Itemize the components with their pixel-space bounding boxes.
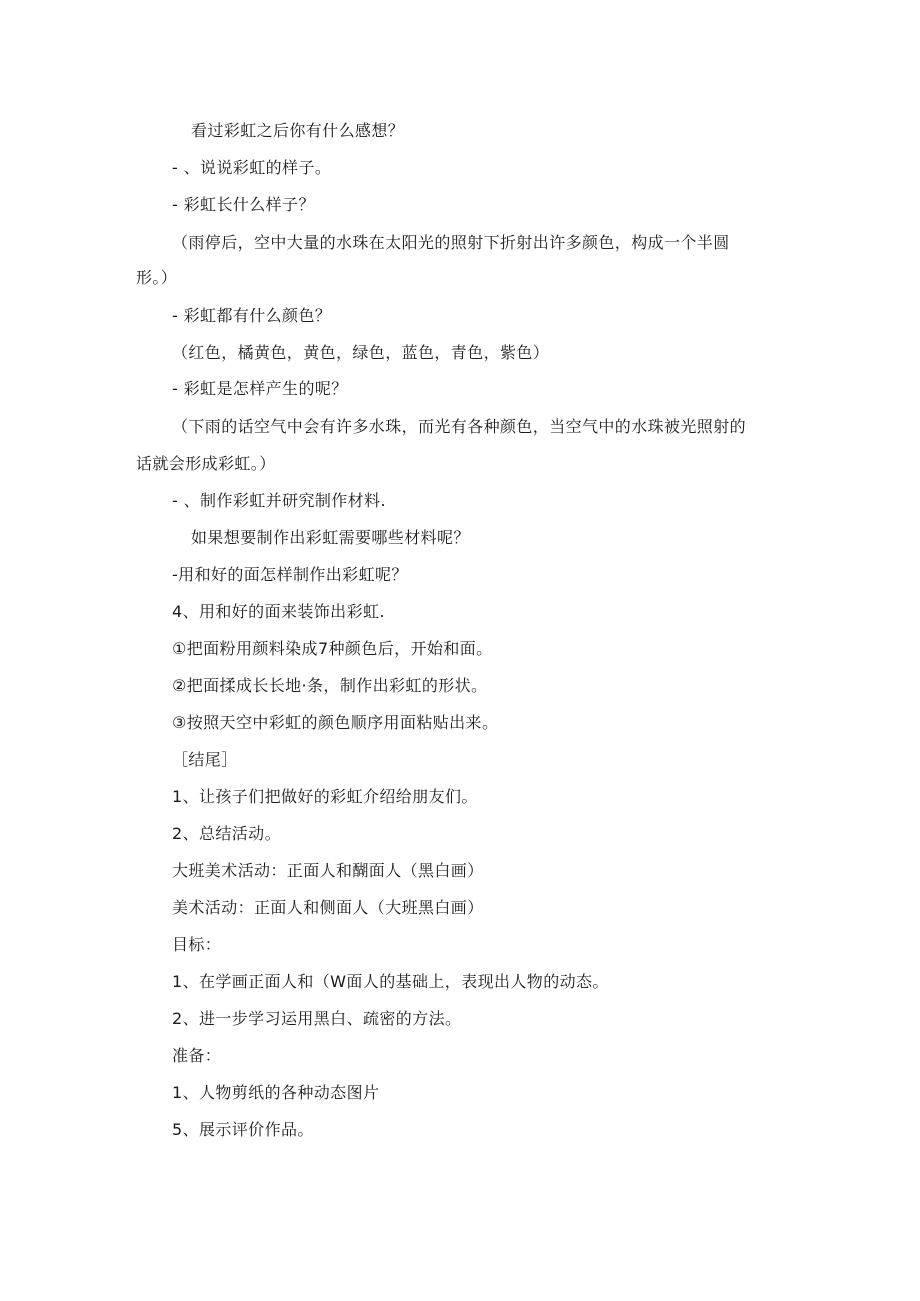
text-line: 准备： — [172, 1046, 222, 1065]
text-line: 2、进一步学习运用黑白、疏密的方法。 — [172, 1009, 462, 1028]
text-line: （雨停后，空中大量的水珠在太阳光的照射下折射出许多颜色，构成一个半圆 — [172, 233, 730, 252]
text-line: 如果想要制作出彩虹需要哪些材料呢？ — [191, 528, 470, 547]
text-line: 1、人物剪纸的各种动态图片 — [172, 1083, 380, 1102]
text-line: - 彩虹长什么样子？ — [172, 195, 315, 214]
text-line: - 、制作彩虹并研究制作材料. — [172, 491, 386, 510]
text-line: 看过彩虹之后你有什么感想？ — [191, 121, 405, 140]
text-line: 目标： — [172, 935, 222, 954]
text-line: 美术活动：正面人和侧面人（大班黑白画） — [172, 898, 484, 917]
text-line: - 彩虹是怎样产生的呢？ — [172, 379, 348, 398]
text-line: - 、说说彩虹的样子。 — [172, 158, 332, 177]
text-line: 话就会形成彩虹。） — [136, 454, 276, 473]
text-line: 5、展示评价作品。 — [172, 1120, 314, 1139]
text-line: 2、总结活动。 — [172, 824, 281, 843]
text-line: ①把面粉用颜料染成7种颜色后，开始和面。 — [172, 639, 493, 658]
text-line: （下雨的话空气中会有许多水珠，而光有各种颜色，当空气中的水珠被光照射的 — [172, 417, 747, 436]
section-heading: ［结尾］ — [172, 750, 238, 769]
text-line: 大班美术活动：正面人和醐面人（黑白画） — [172, 861, 484, 880]
text-line: -用和好的面怎样制作出彩虹呢？ — [172, 565, 408, 584]
text-line: 形。） — [136, 268, 178, 287]
text-line: - 彩虹都有什么颜色？ — [172, 306, 332, 325]
text-line: ②把面揉成长长地·条，制作出彩虹的形状。 — [172, 676, 488, 695]
text-line: 1、在学画正面人和（W面人的基础上，表现出人物的动态。 — [172, 972, 609, 991]
text-line: 4、用和好的面来装饰出彩虹. — [172, 602, 385, 621]
text-line: （红色，橘黄色，黄色，绿色，蓝色，青色，紫色） — [172, 343, 550, 362]
text-line: 1、让孩子们把做好的彩虹介绍给朋友们。 — [172, 787, 478, 806]
text-line: ③按照天空中彩虹的颜色顺序用面粘贴出来。 — [172, 713, 499, 732]
